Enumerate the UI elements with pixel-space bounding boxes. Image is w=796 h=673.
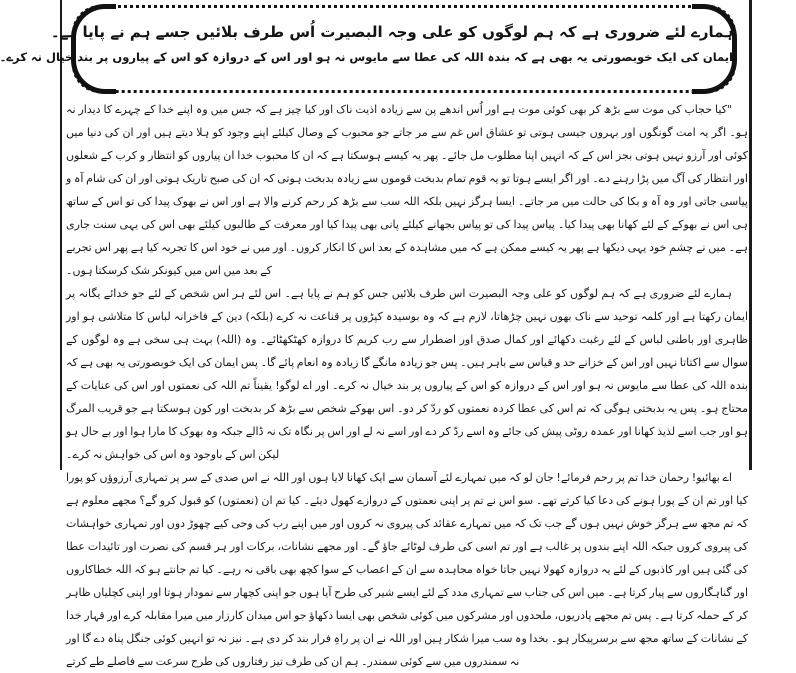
body-paragraph-2: ہمارے لئے ضروری ہے کہ ہم لوگوں کو علی وجہ البصیرت اس طرف بلائیں جس کو ہم نے پایا ہے۔ اس لئے ہر اس شخص کے لئے جو خدائے یگانہ پر ایمان رکھتا ہے اور کلمہ توحید سے ناک بھوں نہیں چڑھاتا، لازم ہے کہ وہ بوسیدہ کپڑوں پر قناعت نہ کرے (بلکہ) دین کے فاخرانہ لباس کا متلاشی ہو اور ظاہری اور باطنی لباس کے لئے رغبت دکھائے اور کمال صدق اور اضطرار سے رب کریم کا دروازہ کھٹکھٹائے۔ وہ (اللہ) بہت ہی سخی ہے وہ لوگوں کے سوال سے اکتاتا نہیں اور اس کے خزانے حد و قیاس سے باہر ہیں۔ پس جو زیادہ مانگے گا زیادہ وہ انعام پائے گا۔ پس ایمان کی ایک خوبصورتی یہ بھی ہے کہ بندہ اللہ کی عطا سے مایوس نہ ہو اور اس کے دروازہ کو اس کے پیاروں پر بند خیال نہ کرے۔ اور اے لوگو! یقیناً تم اللہ کی نعمتوں اور اس کی عنایات کے محتاج ہو۔ پس یہ بدبختی ہوگی کہ تم اس کی عطا کردہ نعمتوں کو ردّ کر دو۔ اس بھوکے شخص سے بڑھ کر بدبخت اور کون ہوسکتا ہے جو قریب المرگ ہو اور جب اسے لذیذ کھانا اور عمدہ روٹی پیش کی جائے وہ اسے ردّ کر دے اور اسے نہ لے اور اس پر نگاہ تک نہ ڈالے جبکہ وہ بھوک کا مارا ہوا اور بے حال ہو لیکن اس کے باوجود وہ اس کی خواہش نہ کرے۔	[66, 287, 748, 461]
right-column-rule	[749, 0, 752, 470]
frame-corner-top-left-icon	[71, 4, 116, 49]
frame-corner-bottom-right-icon	[692, 49, 737, 94]
quote-line-2: ایمان کی ایک خوبصورتی یہ بھی ہے کہ بندہ اللہ کی عطا سے مایوس نہ ہو اور اس کے دروازہ کو اس کے پیاروں پر بند خیال نہ کرے۔	[0, 50, 733, 64]
body-paragraph-1: "کیا حجاب کی موت سے بڑھ کر بھی کوئی موت ہے اور اُس اندھے پن سے زیادہ اذیت ناک اور کیا چیز ہے کہ جس میں وہ اپنے خدا کے چہرے کا دیدار نہ ہو۔ اگر یہ امت گونگوں اور بہروں جیسی ہوتی تو عشاق اس غم سے مر جاتے جو محبوب کے وصال کیلئے اپنے وجود کو ہلا دیتے ہیں اور ان کی دنیا میں کوئی اور آرزو نہیں ہوتی بجز اس کے کہ انہیں اپنا مطلوب مل جائے۔ پھر یہ کیسے ہوسکتا ہے کہ ان کا محبوب خدا ان پیاروں کو انتظار و کرب کے شعلوں اور انتظار کی آگ میں پڑا رہنے دے۔ اور اگر ایسے ہوتا تو یہ قوم تمام بدبخت قوموں سے زیادہ بدبخت ہوتی کہ ان کی صبح تاریک ہوتی اور ان کی شام آہ و پیاسی جاتی اور وہ آہ و بکا کی حالت میں مر جاتے۔ ایسا ہرگز نہیں بلکہ اللہ سب سے بڑھ کر رحم کرنے والا ہے اور اس نے بھوک پیدا کی تو اس کے ساتھ ہی اس نے بھوکے کے لئے کھانا بھی پیدا کیا۔ پیاس پیدا کی تو پیاس بجھانے کیلئے پانی بھی پیدا کیا اور معرفت کے طالبوں کیلئے بھی اس کی یہی سنت جاری ہے۔ میں نے چشمِ خود یہی دیکھا ہے پھر یہ کیسے ممکن ہے کہ میں مشاہدہ کے بعد اس کا انکار کروں۔ اور میں نے خود اس کا تجربہ کیا ہے پھر اس تجربے کے بعد میں اس میں کیونکر شک کرسکتا ہوں۔	[66, 103, 748, 277]
frame-corner-top-right-icon	[692, 4, 737, 49]
body-text	[66, 98, 748, 668]
body-paragraph-3: اے بھائیو! رحمان خدا تم پر رحم فرمائے! جان لو کہ میں تمہارے لئے آسمان سے ایک کھانا لایا ہوں اور اللہ نے اس صدی کے سر پر تمہاری آرزوؤں کو پورا کیا اور تم ان کے پورا ہونے کی دعا کیا کرتے تھے۔ سو اس نے تم پر اپنی نعمتوں کے دروازے کھول دیئے۔ کیا تم ان (نعمتوں) کو قبول کرو گے؟ مجھے معلوم ہے کہ تم مجھ سے ہرگز خوش نہیں ہوں گے جب تک کہ میں تمہارے عقائد کی پیروی نہ کروں اور میں اپنے رب کی وحی کیے چھوڑ دوں اور تمہاری خواہشات کی پیروی کروں جبکہ اللہ اپنے بندوں پر غالب ہے اور تم اسی کی طرف لوٹائے جاؤ گے۔ اور مجھے نشانات، برکات اور ہر قسم کی نصرت اور تائیدات عطا کی گئی ہیں اور کاذبوں کے لئے یہ دروازہ کھولا نہیں جاتا خواہ مجاہدہ سے ان کے اعصاب کے سوا کچھ بھی باقی نہ رہے۔ کیا تم جانتے ہو کہ اللہ خطاکاروں اور گناہگاروں سے پیار کرتا ہے۔ میں اس کی جناب سے تمہاری مدد کے لئے ایسے شیر کی طرح آیا ہوں جو اپنی کچھار سے نمودار ہوتا اور اپنی کچلیاں ظاہر کر کے حملہ کرتا ہے۔ پس تم مجھے پادریوں، ملحدوں اور مشرکوں میں کوئی شخص بھی ایسا دکھاؤ جو اس میدان کارزار میں میرا مقابلہ کرے اور قہار خدا کے نشانات کے ساتھ مجھ سے برسرپیکار ہو۔ بخدا وہ سب میرا شکار ہیں اور اللہ نے ان پر راہِ فرار بند کر دی ہے۔ نیز نہ تو انہیں کوئی جنگل پناہ دے گا اور نہ سمندروں میں سے کوئی سمندر۔ ہم ان کی طرف تیز رفتاروں کی طرح سرعت سے فاصلے طے کرتے	[66, 471, 748, 668]
left-column-rule	[60, 0, 62, 470]
quote-box	[0, 5, 736, 93]
quote-line-1: ہمارے لئے ضروری ہے کہ ہم لوگوں کو علی وجہ البصیرت اُس طرف بلائیں جسے ہم نے پایا ہے۔	[50, 23, 733, 41]
frame-corner-bottom-left-icon	[71, 49, 116, 94]
